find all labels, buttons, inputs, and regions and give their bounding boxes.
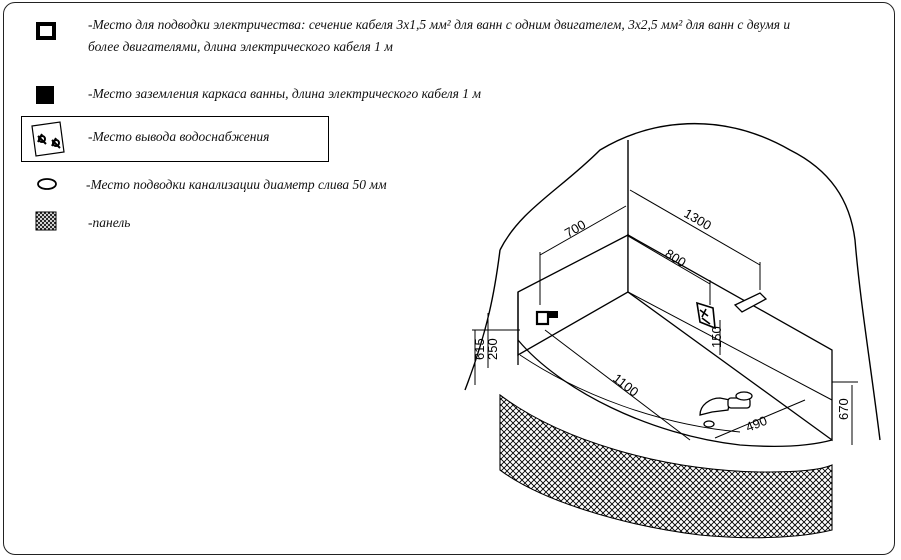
legend-electric-line1: -Место для подводки электричества: сечение кабеля 3х1,5 мм² для ванн с одним двигателем, 3х2,5 мм² для ванн с двумя и bbox=[88, 17, 791, 32]
legend-electric-line2: более двигателями, длина электрического кабеля 1 м bbox=[88, 39, 393, 54]
dim-700: 700 bbox=[562, 216, 589, 241]
legend-drain: -Место подводки канализации диаметр слива 50 мм bbox=[86, 177, 387, 192]
dim-670: 670 bbox=[836, 398, 851, 420]
dim-250: 250 bbox=[485, 338, 500, 360]
legend-ground: -Место заземления каркаса ванны, длина электрического кабеля 1 м bbox=[88, 86, 482, 101]
dim-490: 490 bbox=[743, 412, 770, 435]
dim-800: 800 bbox=[662, 245, 689, 271]
legend-panel: -панель bbox=[88, 215, 131, 230]
dim-1300: 1300 bbox=[681, 205, 715, 234]
dim-1100: 1100 bbox=[610, 370, 642, 400]
legend-water: -Место вывода водоснабжения bbox=[88, 129, 270, 144]
front-panel bbox=[500, 395, 832, 538]
room-left-edge bbox=[465, 250, 500, 390]
dim-150: 150 bbox=[709, 326, 724, 348]
dim-615: 615 bbox=[472, 338, 487, 360]
